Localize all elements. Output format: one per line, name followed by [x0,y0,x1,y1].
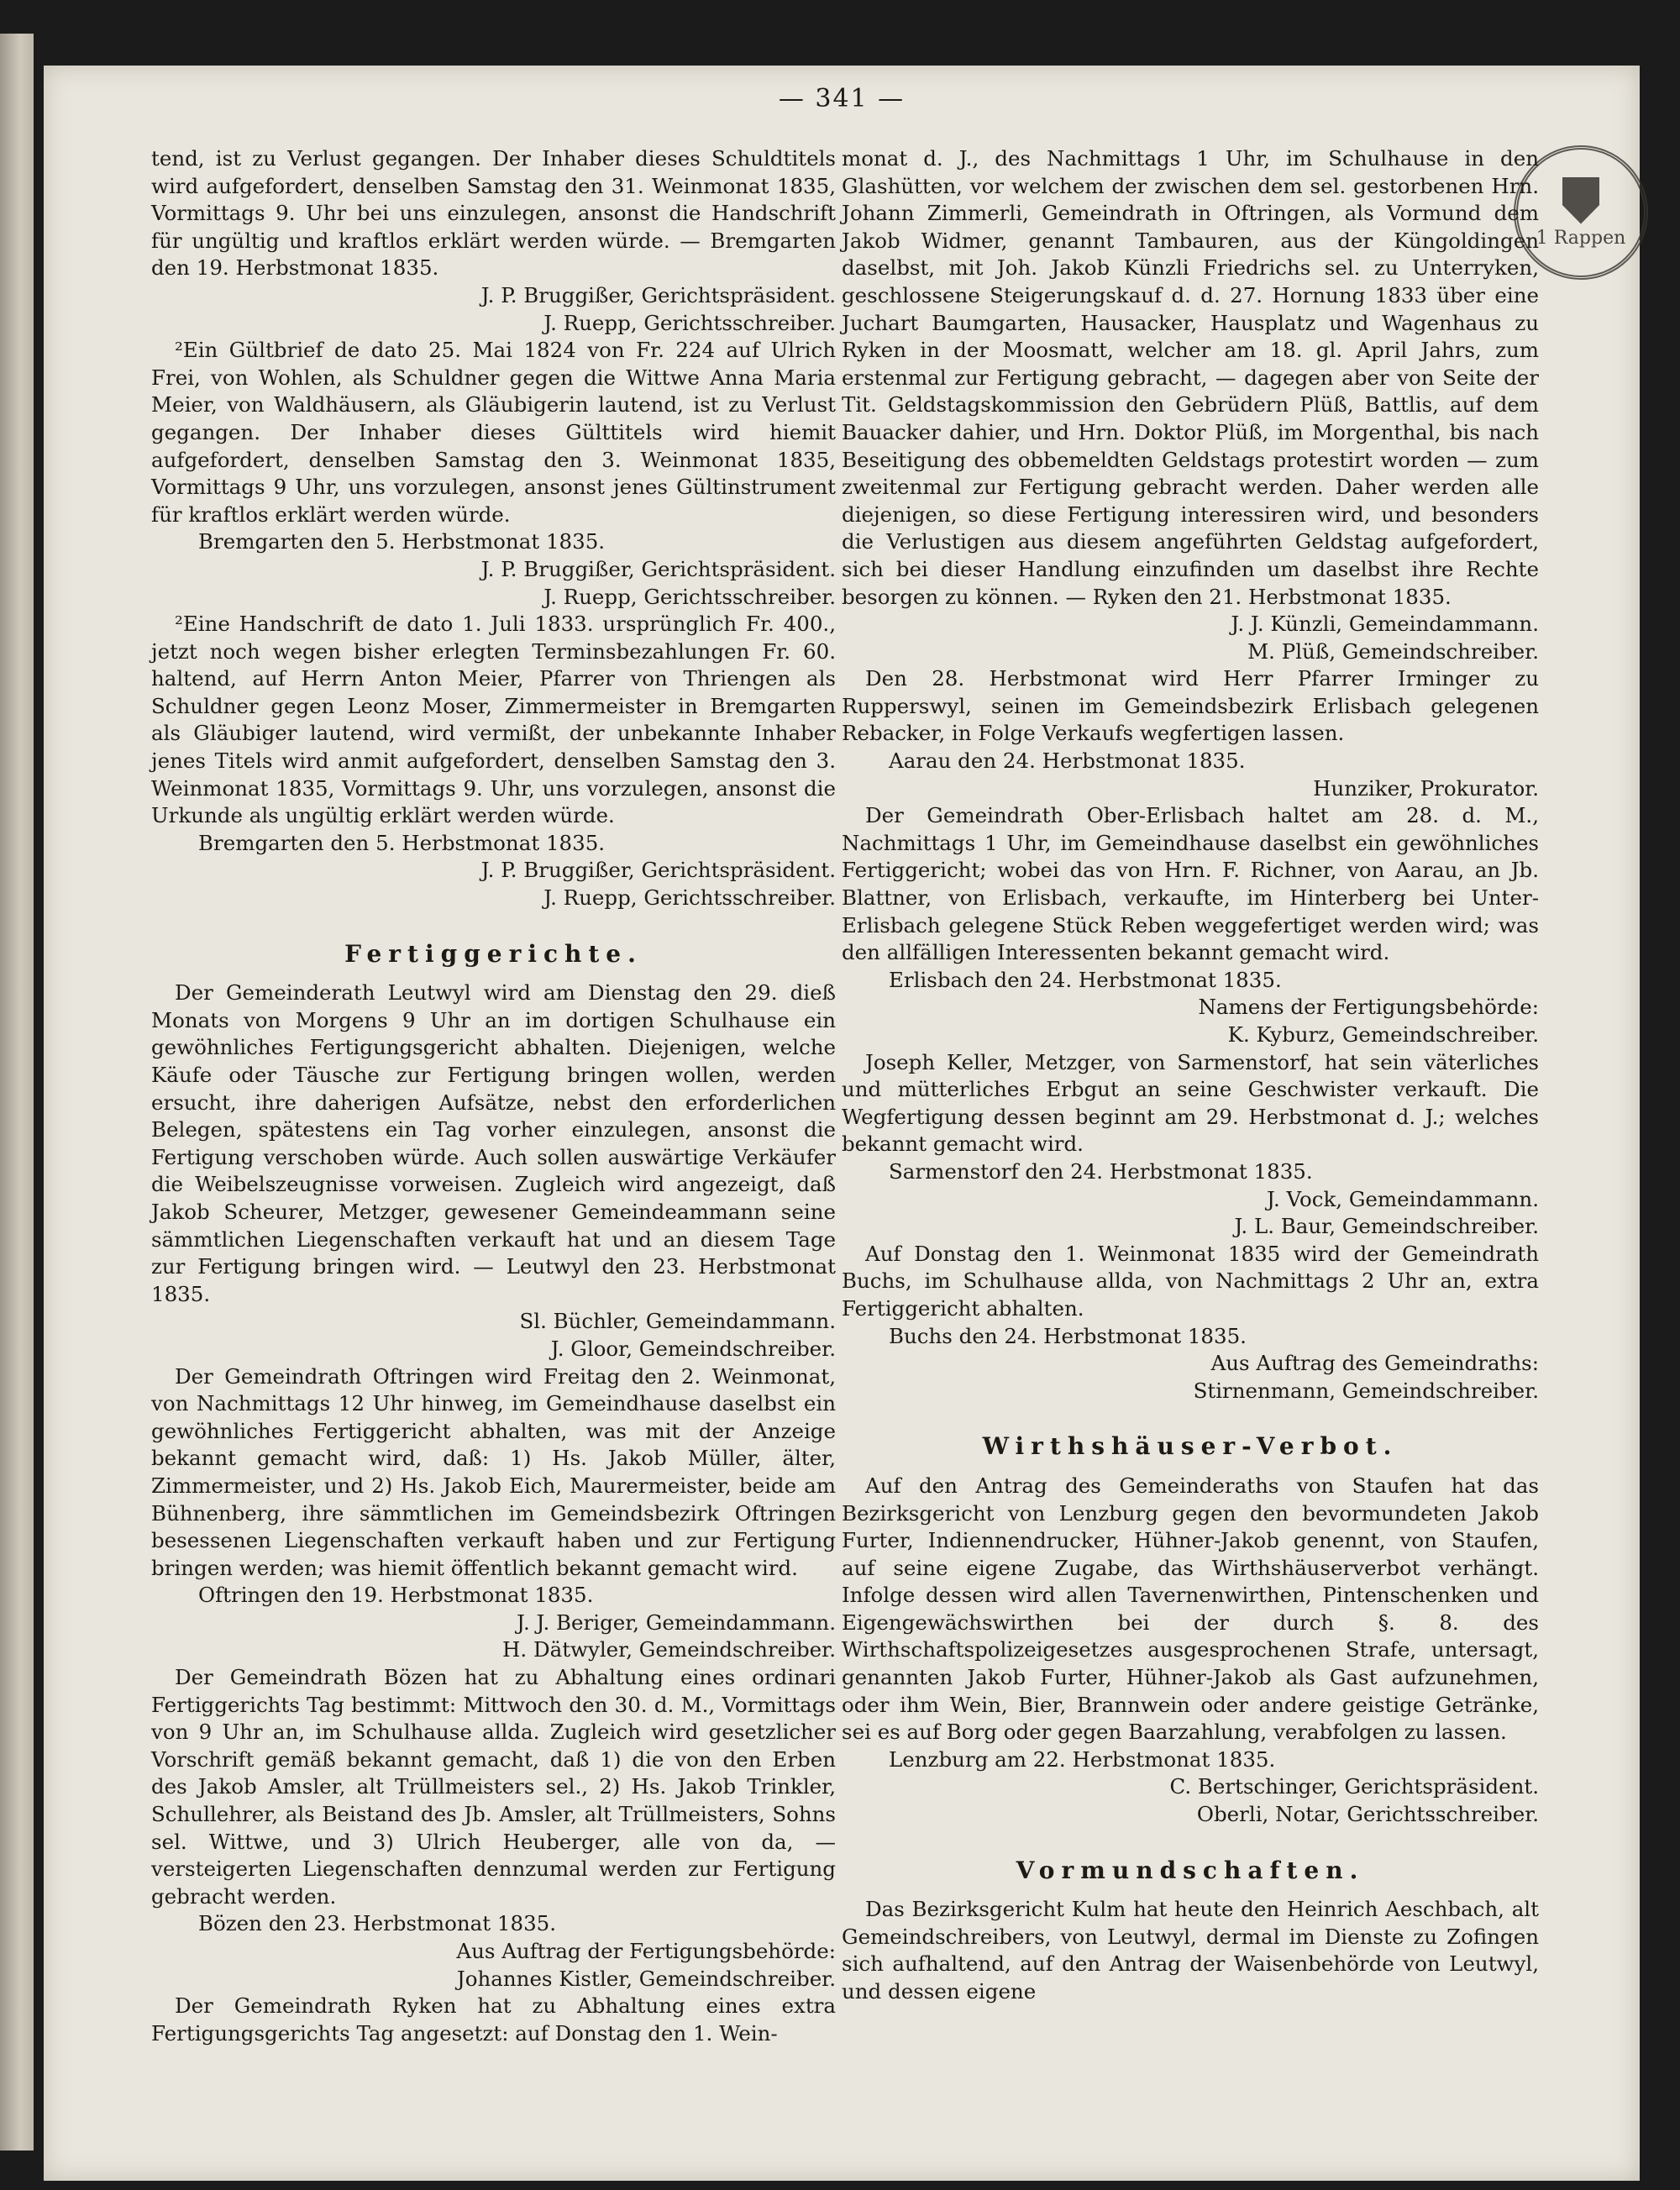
signature: J. L. Baur, Gemeindschreiber. [1234,1214,1539,1239]
signature: J. Ruepp, Gerichtsschreiber. [543,885,836,911]
notice-text: Der Gemeindrath Bözen hat zu Abhaltung eines ordinari Fertiggerichts Tag bestimmt: Mittwoch den 30. d. M., Vormittags von 9 Uhr an, im Schulhause allda. Zugleich wird gesetzlicher Vorschrift gemäß bekannt gemacht, daß 1) die von den Erben des Jakob Amsler, alt Trüllmeisters sel., 2) Hs. Jakob Trinkler, Schullehrer, als Beistand des Jb. Amsler, alt Trüllmeisters, Sohns sel. Wittwe, und 3) Ulrich Heuberger, alle von da, — versteigerten Liegenschaften dennzumal werden zur Fertigung gebracht werden. [151,1665,836,1909]
notice-text: Das Bezirksgericht Kulm hat heute den Heinrich Aeschbach, alt Gemeindschreibers, von Leutwyl, dermal im Dienste zu Zofingen sich aufhaltend, auf den Antrag der Waisenbehörde von Leutwyl, und dessen eigene [842,1897,1539,2004]
section-heading: Vormundschaften. [1016,1856,1365,1884]
signature: Namens der Fertigungsbehörde: [1198,995,1539,1020]
notice-text: ²Ein Gültbrief de dato 25. Mai 1824 von Fr. 224 auf Ulrich Frei, von Wohlen, als Schuldner gegen die Wittwe Anna Maria Meier, von Waldhäusern, als Gläubigerin lautend, ist zu Verlust gegangen. Der Inhaber dieses Gülttitels wird hiemit aufgefordert, denselben Samstag den 3. Weinmonat 1835, Vormittags 9 Uhr, uns vorzulegen, ansonst jenes Gültinstrument für kraftlos erklärt werden würde. [151,338,836,527]
place-date: Sarmenstorf den 24. Herbstmonat 1835. [889,1158,1313,1184]
signature: J. Ruepp, Gerichtsschreiber. [543,310,836,335]
coat-of-arms-icon [1562,177,1599,224]
notice-text: Auf den Antrag des Gemeinderaths von Staufen hat das Bezirksgericht von Lenzburg gegen den bevormundeten Jakob Furter, Indiennendrucker, Hühner-Jakob genennt, von Staufen, auf seine eigene Zugabe, das Wirthshäuserverbot verhängt. Infolge dessen wird allen Tavernenwirthen, Pintenschenken und Eigengewächswirthen bei der durch §. 8. des Wirthschaftspolizeigesetzes ausgesprochenen Strafe, untersagt, genannten Jakob Furter, Hühner-Jakob als Gast aufzunehmen, oder ihm Wein, Bier, Brannwein oder andere geistige Getränke, sei es auf Borg oder gegen Baarzahlung, verabfolgen zu lassen. [842,1473,1539,1745]
signature: J. P. Bruggißer, Gerichtspräsident. [480,282,836,307]
signature: J. Ruepp, Gerichtsschreiber. [543,584,836,609]
adjacent-page-edge [0,34,34,2151]
newspaper-page [44,66,1640,2181]
notice-text: Der Gemeindrath Ober-Erlisbach haltet am 28. d. M., Nachmittags 1 Uhr, im Gemeindhause daselbst ein gewöhnliches Fertiggericht; wobei das von Hrn. F. Richner, von Aarau, an Jb. Blattner, von Erlisbach, verkaufte, im Hinterberg bei Unter-Erlisbach gelegene Stück Reben weggefertiget werden wird; was den allfälligen Interessenten bekannt gemacht wird. [842,803,1539,965]
notice-text: Joseph Keller, Metzger, von Sarmenstorf, hat sein väterliches und mütterliches Erbgut an seine Geschwister verkauft. Die Wegfertigung dessen beginnt am 29. Herbstmonat d. J.; welches bekannt gemacht wird. [842,1049,1539,1157]
signature: Aus Auftrag der Fertigungsbehörde: [456,1939,836,1963]
signature: J. Vock, Gemeindammann. [1267,1186,1539,1211]
signature: Oberli, Notar, Gerichtsschreiber. [1196,1802,1539,1827]
signature: H. Dätwyler, Gemeindschreiber. [502,1637,836,1662]
place-date: Aarau den 24. Herbstmonat 1835. [889,748,1246,774]
place-date: Oftringen den 19. Herbstmonat 1835. [198,1583,594,1608]
signature: C. Bertschinger, Gerichtspräsident. [1169,1774,1539,1799]
signature: Aus Auftrag des Gemeindraths: [1210,1351,1539,1376]
notice-text: tend, ist zu Verlust gegangen. Der Inhaber dieses Schuldtitels wird aufgefordert, denselben Samstag den 31. Weinmonat 1835, Vormittags 9. Uhr bei uns einzulegen, ansonst die Handschrift für ungültig und kraftlos erklärt werden würde. — Bremgarten den 19. Herbstmonat 1835. [151,146,836,281]
notice-text: Der Gemeindrath Oftringen wird Freitag den 2. Weinmonat, von Nachmittags 12 Uhr hinweg, im Gemeindhause daselbst ein gewöhnliches Fertiggericht abhalten, was mit der Anzeige bekannt gemacht wird, daß: 1) Hs. Jakob Müller, älter, Zimmermeister, und 2) Hs. Jakob Eich, Maurermeister, beide am Bühnenberg, ihre sämmtlichen im Gemeindsbezirk Oftringen besessenen Liegenschaften verkauft haben und zur Fertigung bringen werden; was hiemit öffentlich bekannt gemacht wird. [151,1363,836,1580]
notice-text: Der Gemeinderath Leutwyl wird am Dienstag den 29. dieß Monats von Morgens 9 Uhr an im dortigen Schulhause ein gewöhnliches Fertigungsgericht abhalten. Diejenigen, welche Käufe oder Täusche zur Fertigung bringen wollen, werden ersucht, ihre daherigen Aufsätze, nebst den erforderlichen Belegen, spätestens ein Tag vorher einzulegen, ansonst die Fertigung verschoben würde. Auch sollen auswärtige Verkäufer die Weibelszeugnisse vorweisen. Zugleich wird angezeigt, daß Jakob Scheurer, Metzger, gewesener Gemeindeammann seine sämmtlichen Liegenschaften verkauft hat und an diesem Tage zur Fertigung bringen wird. — Leutwyl den 23. Herbstmonat 1835. [151,980,836,1306]
notice-text: ²Eine Handschrift de dato 1. Juli 1833. ursprünglich Fr. 400., jetzt noch wegen bisher erlegten Terminsbezahlungen Fr. 60. haltend, auf Herrn Anton Meier, Pfarrer von Thriengen als Schuldner gegen Leonz Moser, Zimmermeister in Bremgarten als Gläubiger lautend, wird vermißt, der unbekannte Inhaber jenes Titels wird anmit aufgefordert, denselben Samstag den 3. Weinmonat 1835, Vormittags 9. Uhr, uns vorzulegen, ansonst die Urkunde als ungültig erklärt werden würde. [151,612,836,828]
stamp-value: 1 Rappen [1536,227,1626,249]
signature: Sl. Büchler, Gemeindammann. [519,1309,836,1334]
signature: Hunziker, Prokurator. [1313,775,1539,801]
place-date: Erlisbach den 24. Herbstmonat 1835. [889,967,1282,992]
section-heading: Fertiggerichte. [344,939,643,968]
page-number: — 341 — [778,84,906,113]
signature: M. Plüß, Gemeindschreiber. [1247,638,1539,664]
notice-text: monat d. J., des Nachmittags 1 Uhr, im Schulhause in den Glashütten, vor welchem der zwischen dem sel. gestorbenen Hrn. Johann Zimmerli, Gemeindrath in Oftringen, als Vormund dem Jakob Widmer, genannt Tambauren, aus der Küngoldingen daselbst, mit Joh. Jakob Künzli Friedrichs sel. zu Unterryken, geschlossene Steigerungskauf d. d. 27. Hornung 1833 über eine Juchart Baumgarten, Hausacker, Hausplatz und Wagenhaus zu Ryken in der Moosmatt, welcher am 18. gl. April Jahrs, zum erstenmal zur Fertigung gebracht, — dagegen aber von Seite der Tit. Geldstagskommission den Gebrüdern Plüß, Battlis, auf dem Bauacker dahier, und Hrn. Doktor Plüß, im Morgenthal, bis nach Beseitigung des obbemeldten Geldstags protestirt worden — zum zweitenmal zur Fertigung gebracht werden. Daher werden alle diejenigen, so diese Fertigung interessiren wird, und besonders die Verlustigen aus diesem angeführten Geldstag aufgefordert, sich bei dieser Handlung einzufinden um daselbst ihre Rechte besorgen zu können. — Ryken den 21. Herbstmonat 1835. [842,146,1539,609]
notice-text: Auf Donstag den 1. Weinmonat 1835 wird der Gemeindrath Buchs, im Schulhause allda, von Nachmittags 2 Uhr an, extra Fertiggericht abhalten. [842,1241,1539,1321]
notice-text: Den 28. Herbstmonat wird Herr Pfarrer Irminger zu Rupperswyl, seinen im Gemeindsbezirk Erlisbach gelegenen Rebacker, in Folge Verkaufs wegfertigen lassen. [842,666,1539,746]
signature: Johannes Kistler, Gemeindschreiber. [456,1966,836,1991]
left-column [151,145,836,2047]
right-column [842,145,1539,2006]
signature: J. Gloor, Gemeindschreiber. [550,1336,836,1361]
section-heading: Wirthshäuser-Verbot. [982,1432,1399,1461]
notice-text: Der Gemeindrath Ryken hat zu Abhaltung eines extra Fertigungsgerichts Tag angesetzt: auf Donstag den 1. Wein- [151,1993,836,2046]
place-date: Bremgarten den 5. Herbstmonat 1835. [198,830,606,855]
place-date: Bözen den 23. Herbstmonat 1835. [198,1911,557,1936]
signature: J. P. Bruggißer, Gerichtspräsident. [480,556,836,581]
place-date: Buchs den 24. Herbstmonat 1835. [889,1323,1247,1348]
place-date: Lenzburg am 22. Herbstmonat 1835. [889,1746,1276,1772]
signature: J. J. Künzli, Gemeindammann. [1231,612,1539,637]
signature: J. P. Bruggißer, Gerichtspräsident. [480,858,836,883]
signature: Stirnenmann, Gemeindschreiber. [1193,1378,1539,1403]
signature: K. Kyburz, Gemeindschreiber. [1227,1022,1539,1047]
signature: J. J. Beriger, Gemeindammann. [517,1610,836,1635]
place-date: Bremgarten den 5. Herbstmonat 1835. [198,529,606,554]
